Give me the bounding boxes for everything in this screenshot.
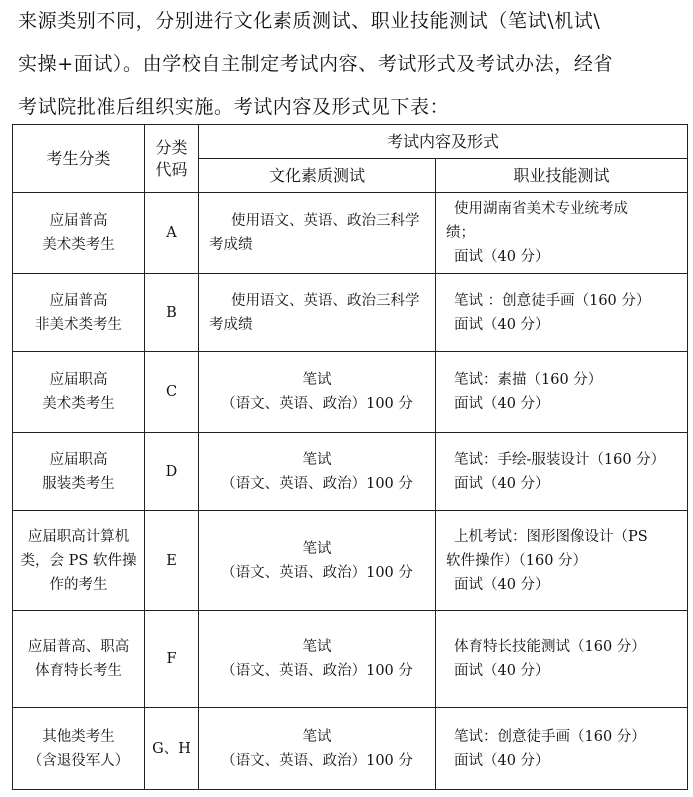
cell-text: 笔试 — [302, 728, 332, 745]
cell-text: 面试（40 分） — [454, 663, 550, 679]
cell-text: 考成绩 — [209, 316, 253, 333]
cell-text: 笔试 — [302, 451, 332, 468]
cell-text: 应届普高 — [49, 292, 108, 309]
intro-line: 实操+面试）。由学校自主制定考试内容、考试形式及考试办法，经省 — [18, 53, 614, 75]
cell-code: F — [145, 611, 199, 708]
cell-skill — [436, 193, 688, 274]
cell-text: 面试（40 分） — [454, 396, 550, 412]
intro-paragraph — [18, 0, 678, 129]
cell-text: 软件操作）（160 分） — [446, 552, 588, 569]
cell-skill — [436, 274, 688, 352]
cell-text: 面试（40 分） — [454, 752, 550, 769]
header-category: 考生分类 — [13, 125, 145, 193]
cell-text: 笔试 — [302, 372, 332, 388]
cell-culture — [199, 433, 436, 511]
intro-line: 来源类别不同，分别进行文化素质测试、职业技能测试（笔试\机试\ — [18, 10, 601, 32]
cell-text: （语文、英语、政治）100 分 — [221, 564, 413, 581]
cell-text: 应届职高 — [49, 372, 108, 388]
cell-text: 体育特长考生 — [35, 663, 122, 679]
header-culture: 文化素质测试 — [199, 159, 436, 193]
table-row — [13, 611, 688, 708]
cell-text: 面试（40 分） — [454, 316, 550, 333]
cell-text: （语文、英语、政治）100 分 — [221, 752, 413, 769]
cell-text: 绩； — [446, 225, 475, 241]
cell-culture — [199, 193, 436, 274]
cell-category — [13, 274, 145, 352]
header-code — [145, 125, 199, 193]
cell-code: C — [145, 352, 199, 433]
cell-text: 笔试 ：创意徒手画（160 分） — [454, 292, 651, 309]
cell-text: 应届职高 — [49, 451, 108, 468]
cell-category — [13, 511, 145, 611]
cell-text: 美术类考生 — [42, 396, 115, 412]
header-row — [13, 125, 688, 159]
cell-text: 作的考生 — [49, 576, 108, 593]
table-row — [13, 511, 688, 611]
cell-text: 笔试：素描（160 分） — [454, 372, 603, 388]
cell-text: 使用语文、英语、政治三科学 — [231, 292, 420, 309]
cell-text: 应届职高计算机 — [27, 528, 130, 545]
cell-text: （语文、英语、政治）100 分 — [221, 396, 413, 412]
cell-text: （语文、英语、政治）100 分 — [221, 663, 413, 679]
cell-code: G、H — [145, 708, 199, 790]
header-skill: 职业技能测试 — [436, 159, 688, 193]
cell-culture — [199, 611, 436, 708]
cell-text: 应届普高 — [49, 213, 108, 229]
cell-text: 面试（40 分） — [454, 576, 550, 593]
cell-text: 面试（40 分） — [454, 475, 550, 492]
cell-text: 笔试 — [302, 639, 332, 655]
exam-table — [12, 124, 688, 790]
table-row — [13, 708, 688, 790]
cell-text: 使用语文、英语、政治三科学 — [231, 213, 420, 229]
header-code-text: 分类代码 — [155, 137, 188, 179]
cell-code: B — [145, 274, 199, 352]
cell-category — [13, 611, 145, 708]
cell-category — [13, 708, 145, 790]
table-row — [13, 274, 688, 352]
cell-category — [13, 352, 145, 433]
cell-text: 应届普高、职高 — [27, 639, 130, 655]
cell-text: 面试（40 分） — [454, 249, 550, 265]
cell-text: 使用湖南省美术专业统考成 — [454, 201, 628, 217]
cell-code: E — [145, 511, 199, 611]
cell-text: 笔试：创意徒手画（160 分） — [454, 728, 646, 745]
cell-text: 笔试：手绘-服装设计（160 分） — [454, 451, 666, 468]
cell-text: 考成绩 — [209, 237, 253, 253]
table-row — [13, 352, 688, 433]
cell-text: 体育特长技能测试（160 分） — [454, 639, 646, 655]
cell-code: A — [145, 193, 199, 274]
cell-culture — [199, 274, 436, 352]
cell-culture — [199, 708, 436, 790]
cell-skill — [436, 708, 688, 790]
cell-text: 非美术类考生 — [35, 316, 122, 333]
cell-skill — [436, 433, 688, 511]
cell-text: （含退役军人） — [27, 752, 130, 769]
cell-text: 笔试 — [302, 540, 332, 557]
cell-culture — [199, 511, 436, 611]
cell-text: （语文、英语、政治）100 分 — [221, 475, 413, 492]
intro-line: 考试院批准后组织实施。考试内容及形式见下表： — [18, 96, 450, 118]
table-row — [13, 193, 688, 274]
cell-category — [13, 193, 145, 274]
cell-text: 类，会 PS 软件操 — [20, 552, 137, 569]
cell-skill — [436, 352, 688, 433]
cell-text: 美术类考生 — [42, 237, 115, 253]
cell-skill — [436, 611, 688, 708]
table-row — [13, 433, 688, 511]
header-content: 考试内容及形式 — [199, 125, 688, 159]
cell-culture — [199, 352, 436, 433]
cell-category — [13, 433, 145, 511]
cell-text: 服装类考生 — [42, 475, 115, 492]
cell-skill — [436, 511, 688, 611]
cell-code: D — [145, 433, 199, 511]
cell-text: 其他类考生 — [42, 728, 115, 745]
cell-text: 上机考试：图形图像设计（PS — [454, 528, 648, 545]
